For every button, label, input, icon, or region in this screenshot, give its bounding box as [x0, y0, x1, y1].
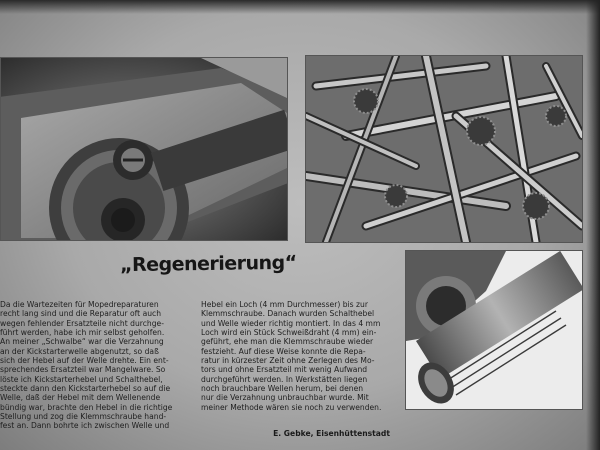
text-line: steckte dann den Kickstarterhebel so auf die — [0, 384, 171, 394]
page-shadow-right — [586, 0, 600, 450]
text-line: sprechendes Ersatzteil war Mangelware. So — [0, 365, 166, 375]
text-line: wegen fehlender Ersatzteile nicht durchge- — [0, 318, 164, 328]
text-line: Loch wird ein Stück Schweißdraht (4 mm) ein- — [201, 328, 377, 338]
article-author: E. Gebke, Eisenhüttenstadt — [273, 429, 390, 438]
text-line: führt werden, habe ich mir selbst geholfen. — [0, 328, 165, 338]
text-line: An meiner „Schwalbe“ war die Verzahnung — [0, 337, 164, 347]
text-line: meiner Methode wären sie noch zu verwenden. — [201, 402, 382, 412]
article-headline: „Regenerierung“ — [119, 251, 297, 277]
text-line: ratur in kürzester Zeit ohne Zerlegen des Mo- — [201, 356, 375, 366]
photo-parts-pile — [305, 55, 583, 243]
article-column-1 — [0, 300, 188, 431]
article-column-2 — [201, 300, 389, 412]
text-line: geführt, ehe man die Klemmschraube wieder — [201, 337, 374, 347]
text-line: an der Kickstarterwelle abgenutzt, so daß — [0, 346, 159, 356]
lever-on-shaft-image — [406, 251, 582, 409]
text-line: bündig war, brachte den Hebel in die richtige — [0, 402, 173, 412]
text-line: und Welle wieder richtig montiert. In das 4 mm — [201, 318, 381, 328]
text-line: noch brauchbare Wellen herum, bei denen — [201, 384, 364, 394]
photo-lever-closeup — [0, 57, 288, 241]
text-line: fest an. Dann bohrte ich zwischen Welle und — [0, 421, 170, 431]
text-line: Stellung und zog die Klemmschraube hand- — [0, 412, 167, 422]
page-shadow-top — [0, 0, 600, 14]
text-line: recht lang sind und die Reparatur oft auch — [0, 309, 162, 319]
text-line: durchgeführt werden. In Werkstätten liegen — [201, 374, 368, 384]
text-line: Hebel ein Loch (4 mm Durchmesser) bis zur — [201, 300, 368, 309]
text-line: löste ich Kickstarterhebel und Schalthebel, — [0, 374, 163, 384]
photo-lever-on-shaft — [405, 250, 583, 410]
text-line: Da die Wartezeiten für Mopedreparaturen — [0, 300, 159, 309]
text-line: Welle, daß der Hebel mit dem Wellenende — [0, 393, 161, 403]
text-line: tors und ohne Ersatzteil mit wenig Aufwand — [201, 365, 368, 375]
lever-closeup-image — [1, 58, 287, 240]
text-line: festzieht. Auf diese Weise konnte die Repa- — [201, 346, 366, 356]
text-line: sich der Hebel auf der Welle drehte. Ein ent- — [0, 356, 169, 366]
text-line: nur die Verzahnung unbrauchbar wurde. Mit — [201, 393, 369, 403]
text-line: Klemmschraube. Danach wurden Schalthebel — [201, 309, 375, 319]
parts-pile-image — [306, 56, 582, 242]
